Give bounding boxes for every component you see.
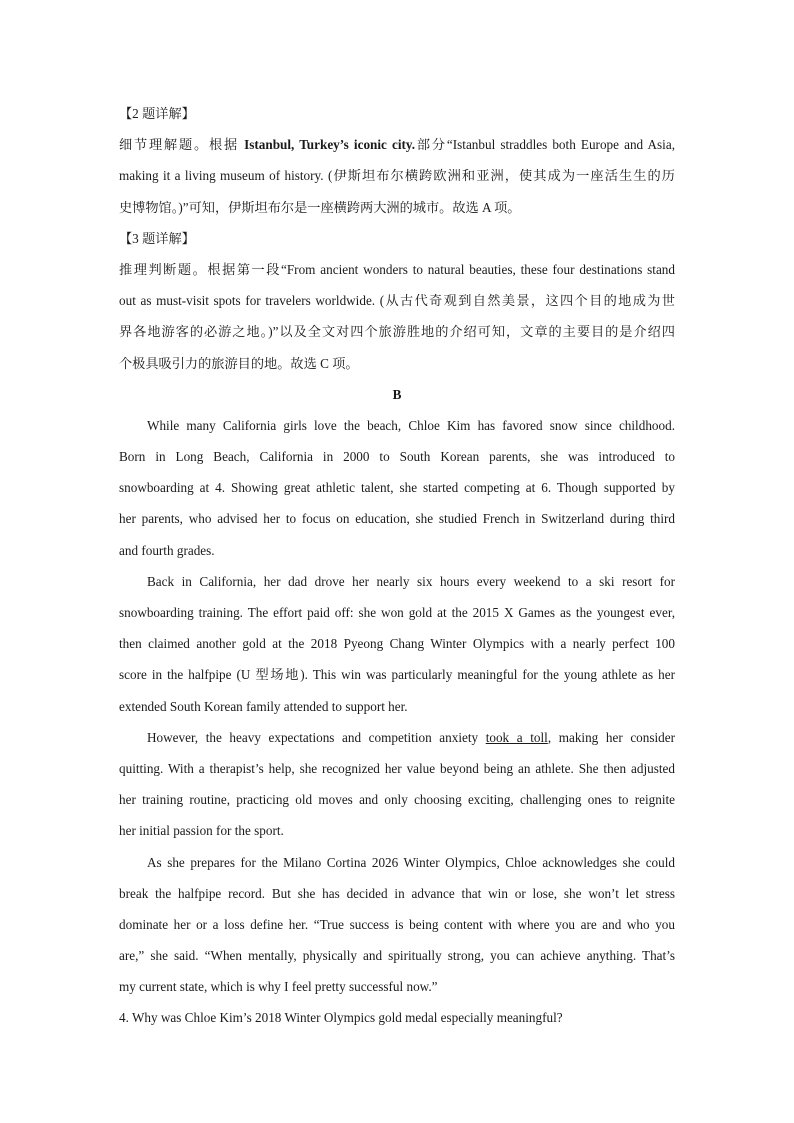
section-2-line-2: making it a living museum of history. (伊斯坦布尔横跨欧洲和亚洲，使其成为一座活生生的历 xyxy=(119,168,675,184)
paragraph-4-line-5: my current state, which is why I feel pretty successful now.” xyxy=(119,979,438,995)
paragraph-3-line-4: her initial passion for the sport. xyxy=(119,823,284,839)
section-2-line-1-post: 部分“Istanbul straddles both Europe and Asia, xyxy=(415,137,675,153)
paragraph-3-line-1 xyxy=(119,722,675,753)
paragraph-1-line-5: and fourth grades. xyxy=(119,542,215,558)
paragraph-4-line-3: dominate her or a loss define her. “True success is being content with where you are and who you xyxy=(119,916,675,932)
section-2-line-1-pre: 细节理解题。根据 xyxy=(119,137,245,153)
document-page xyxy=(119,98,675,1034)
paragraph-1-line-3: snowboarding at 4. Showing great athletic talent, she started competing at 6. Though supported by xyxy=(119,480,675,496)
paragraph-1-line-1: While many California girls love the beach, Chloe Kim has favored snow since childhood. xyxy=(147,417,675,433)
question-4: 4. Why was Chloe Kim’s 2018 Winter Olympics gold medal especially meaningful? xyxy=(119,1010,563,1026)
paragraph-2-line-5: extended South Korean family attended to support her. xyxy=(119,698,408,714)
section-letter: B xyxy=(392,386,402,402)
section-2-line-1 xyxy=(119,129,675,160)
paragraph-1-line-2: Born in Long Beach, California in 2000 to South Korean parents, she was introduced to xyxy=(119,449,675,465)
paragraph-1-line-4: her parents, who advised her to focus on education, she studied French in Switzerland during third xyxy=(119,511,675,527)
paragraph-2-line-1: Back in California, her dad drove her nearly six hours every weekend to a ski resort for xyxy=(147,573,675,589)
section-2-line-3: 史博物馆。)”可知，伊斯坦布尔是一座横跨两大洲的城市。故选 A 项。 xyxy=(119,199,521,215)
section-2-bold-reference: Istanbul, Turkey’s iconic city. xyxy=(244,137,416,153)
section-3-line-4: 个极具吸引力的旅游目的地。故选 C 项。 xyxy=(119,355,359,371)
section-3-line-3: 界各地游客的必游之地。)”以及全文对四个旅游胜地的介绍可知，文章的主要目的是介绍四 xyxy=(119,324,675,340)
paragraph-2-line-2: snowboarding training. The effort paid off: she won gold at the 2015 X Games as the youngest ever, xyxy=(119,605,675,620)
section-2-heading: 【2 题详解】 xyxy=(119,106,195,121)
section-3-line-2: out as must-visit spots for travelers worldwide. (从古代奇观到自然美景，这四个目的地成为世 xyxy=(119,293,675,309)
paragraph-2-line-3: then claimed another gold at the 2018 Pyeong Chang Winter Olympics with a nearly perfect 100 xyxy=(119,636,675,652)
underlined-phrase: took a toll xyxy=(485,729,548,745)
paragraph-3-line-2: quitting. With a therapist’s help, she recognized her value beyond being an athlete. She then adjusted xyxy=(119,760,675,776)
paragraph-3-line-1-pre: However, the heavy expectations and competition anxiety xyxy=(147,729,486,745)
paragraph-3-line-1-post: , making her consider xyxy=(547,729,675,745)
section-3-heading: 【3 题详解】 xyxy=(119,230,195,246)
paragraph-4-line-4: are,” she said. “When mentally, physically and spiritually strong, you can achieve anything. That’s xyxy=(119,948,675,964)
paragraph-4-line-2: break the halfpipe record. But she has decided in advance that win or lose, she won’t let stress xyxy=(119,885,675,901)
paragraph-4-line-1: As she prepares for the Milano Cortina 2026 Winter Olympics, Chloe acknowledges she could xyxy=(147,854,675,870)
paragraph-3-line-3: her training routine, practicing old moves and only choosing exciting, challenging ones to reignite xyxy=(119,792,675,808)
section-3-line-1: 推理判断题。根据第一段“From ancient wonders to natural beauties, these four destinations stand xyxy=(119,261,675,277)
paragraph-2-line-4: score in the halfpipe (U 型场地). This win was particularly meaningful for the young athlete as her xyxy=(119,667,675,683)
